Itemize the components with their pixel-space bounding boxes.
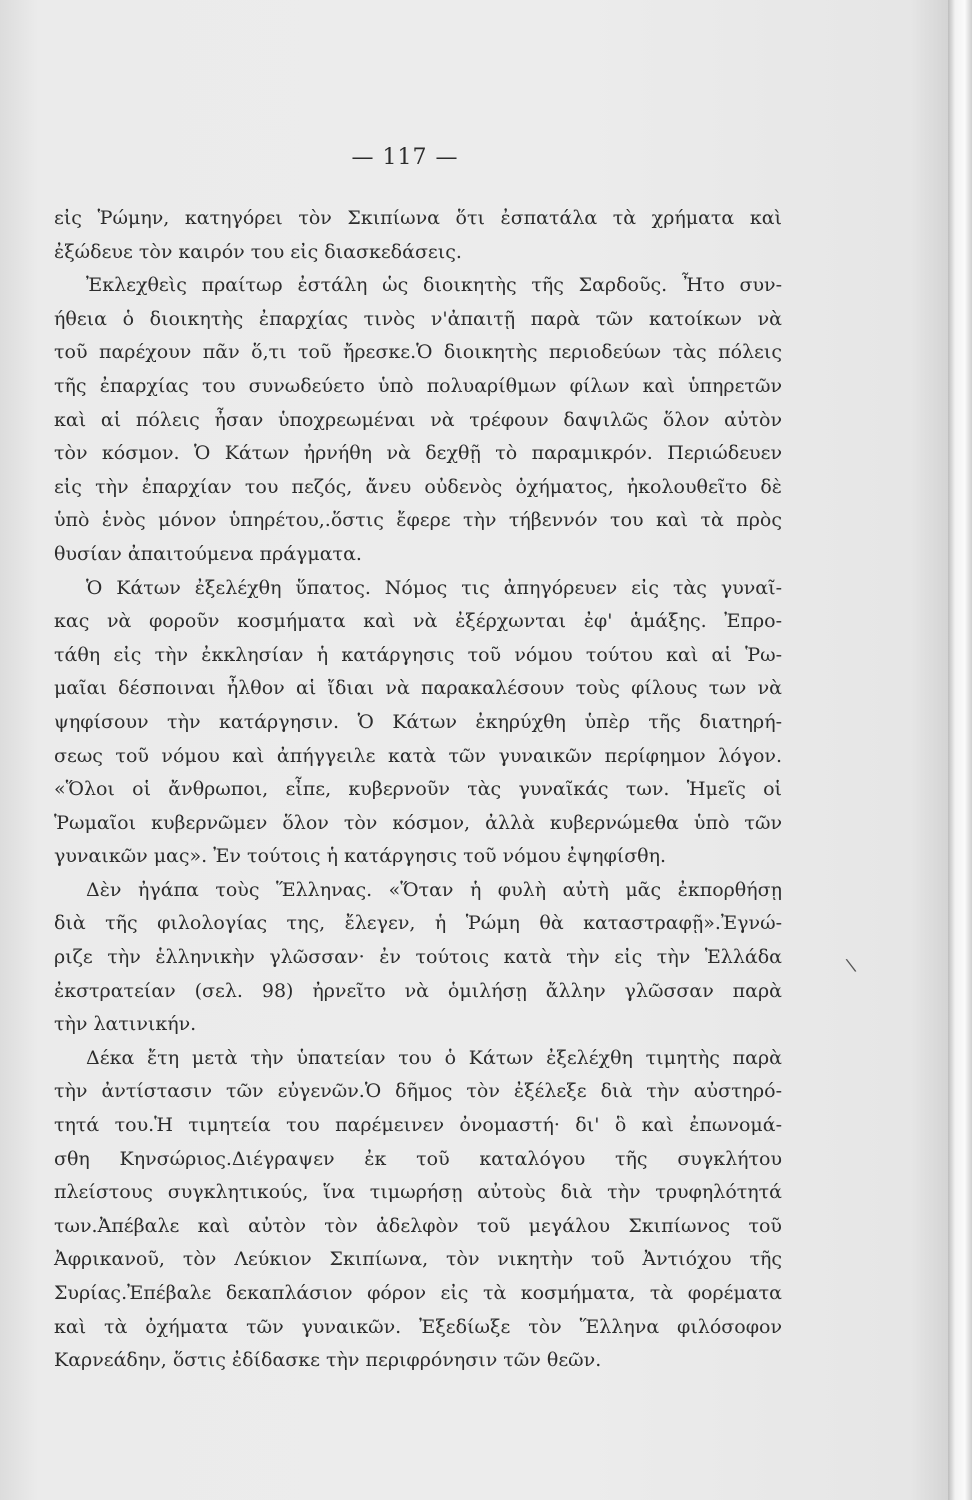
text-line: ἐκστρατείαν (σελ. 98) ἠρνεῖτο νὰ ὁμιλήσῃ ἄλλην γλῶσσαν παρὰ	[54, 979, 782, 1002]
text-line: ψηφίσουν τὴν κατάργησιν. Ὁ Κάτων ἐκηρύχθη ὑπὲρ τῆς διατηρή-	[54, 710, 782, 733]
text-line: καὶ αἱ πόλεις ἦσαν ὑποχρεωμέναι νὰ τρέφουν δαψιλῶς ὅλον αὐτὸν	[54, 408, 782, 431]
text-line: εἰς τὴν ἐπαρχίαν του πεζός, ἄνευ οὐδενὸς ὀχήματος, ἠκολουθεῖτο δὲ	[54, 475, 782, 498]
page-number: — 117 —	[351, 145, 459, 170]
text-line: τὴν ἀντίστασιν τῶν εὐγενῶν.Ὁ δῆμος τὸν ἐξέλεξε διὰ τὴν αὐστηρό-	[54, 1080, 782, 1103]
text-line: Δέκα ἔτη μετὰ τὴν ὑπατείαν του ὁ Κάτων ἐξελέχθη τιμητὴς παρὰ	[86, 1046, 782, 1069]
text-line: γυναικῶν μας». Ἐν τούτοις ἡ κατάργησις τοῦ νόμου ἐψηφίσθη.	[54, 845, 667, 868]
text-line: τὸν κόσμον. Ὁ Κάτων ἠρνήθη νὰ δεχθῇ τὸ παραμικρόν. Περιώδευεν	[54, 442, 782, 465]
text-line: ήθεια ὁ διοικητὴς ἐπαρχίας τινὸς ν'ἀπαιτῇ παρὰ τῶν κατοίκων νὰ	[54, 307, 782, 330]
text-line: τοῦ παρέχουν πᾶν ὅ,τι τοῦ ἤρεσκε.Ὁ διοικητὴς περιοδεύων τὰς πόλεις	[54, 341, 782, 364]
text-line: Ῥωμαῖοι κυβερνῶμεν ὅλον τὸν κόσμον, ἀλλὰ κυβερνώμεθα ὑπὸ τῶν	[54, 811, 782, 834]
text-line: των.Ἀπέβαλε καὶ αὐτὸν τὸν ἀδελφὸν τοῦ μεγάλου Σκιπίωνος τοῦ	[54, 1214, 782, 1237]
text-line: Καρνεάδην, ὅστις ἐδίδασκε τὴν περιφρόνησιν τῶν θεῶν.	[54, 1349, 602, 1372]
text-line: Ἀφρικανοῦ, τὸν Λεύκιον Σκιπίωνα, τὸν νικητὴν τοῦ Ἀντιόχου τῆς	[54, 1248, 782, 1271]
text-line: εἰς Ῥώμην, κατηγόρει τὸν Σκιπίωνα ὅτι ἐσπατάλα τὰ χρήματα καὶ	[54, 207, 782, 229]
text-line: ὑπὸ ἑνὸς μόνον ὑπηρέτου,.ὅστις ἔφερε τὴν τήβεννόν του καὶ τὰ πρὸς	[54, 509, 782, 532]
body-text	[54, 202, 782, 1378]
text-line: πλείστους συγκλητικούς, ἵνα τιμωρήσῃ αὐτοὺς διὰ τὴν τρυφηλότητά	[54, 1181, 782, 1204]
text-line: τάθη εἰς τὴν ἐκκλησίαν ἡ κατάργησις τοῦ νόμου τούτου καὶ αἱ Ῥω-	[54, 643, 782, 666]
text-line: σεως τοῦ νόμου καὶ ἀπήγγειλε κατὰ τῶν γυναικῶν περίφημον λόγον.	[54, 744, 782, 767]
text-line: σθη Κηνσώριος.Διέγραψεν ἐκ τοῦ καταλόγου τῆς συγκλήτου	[54, 1147, 782, 1170]
text-line: καὶ τὰ ὀχήματα τῶν γυναικῶν. Ἐξεδίωξε τὸν Ἕλληνα φιλόσοφον	[54, 1315, 782, 1338]
text-line: Δὲν ἠγάπα τοὺς Ἕλληνας. «Ὅταν ἡ φυλὴ αὐτὴ μᾶς ἐκπορθήσῃ	[86, 878, 782, 901]
text-line: ριζε τὴν ἑλληνικὴν γλῶσσαν· ἐν τούτοις κατὰ τὴν εἰς τὴν Ἑλλάδα	[54, 946, 782, 969]
text-line: μαῖαι δέσποιναι ἦλθον αἱ ἴδιαι νὰ παρακαλέσουν τοὺς φίλους των νὰ	[54, 677, 782, 700]
text-line: τῆς ἐπαρχίας του συνωδεύετο ὑπὸ πολυαρίθμων φίλων καὶ ὑπηρετῶν	[54, 374, 782, 397]
text-line: διὰ τῆς φιλολογίας της, ἔλεγεν, ἡ Ῥώμη θὰ καταστραφῇ».Ἐγνώ-	[54, 912, 782, 935]
text-line: Συρίας.Ἐπέβαλε δεκαπλάσιον φόρον εἰς τὰ κοσμήματα, τὰ φορέματα	[54, 1282, 782, 1304]
text-line: θυσίαν ἀπαιτούμενα πράγματα.	[54, 542, 362, 565]
text-line: Ἐκλεχθεὶς πραίτωρ ἐστάλη ὡς διοικητὴς τῆς Σαρδοῦς. Ἦτο συν-	[86, 274, 782, 297]
text-line: «Ὅλοι οἱ ἄνθρωποι, εἶπε, κυβερνοῦν τὰς γυναῖκάς των. Ἡμεῖς οἱ	[54, 778, 782, 801]
page-edge	[948, 0, 972, 1500]
text-line: Ὁ Κάτων ἐξελέχθη ὕπατος. Νόμος τις ἀπηγόρευεν εἰς τὰς γυναῖ-	[86, 576, 782, 599]
text-line: τὴν λατινικήν.	[54, 1013, 197, 1036]
margin-mark: \	[844, 954, 858, 977]
text-line: τητά του.Ἡ τιμητεία του παρέμεινεν ὀνομαστή· δι' ὃ καὶ ἐπωνομά-	[54, 1114, 782, 1137]
text-line: ἐξώδευε τὸν καιρόν του εἰς διασκεδάσεις.	[54, 240, 462, 263]
text-line: κας νὰ φοροῦν κοσμήματα καὶ νὰ ἐξέρχωνται ἐφ' ἁμάξης. Ἐπρο-	[54, 610, 782, 633]
